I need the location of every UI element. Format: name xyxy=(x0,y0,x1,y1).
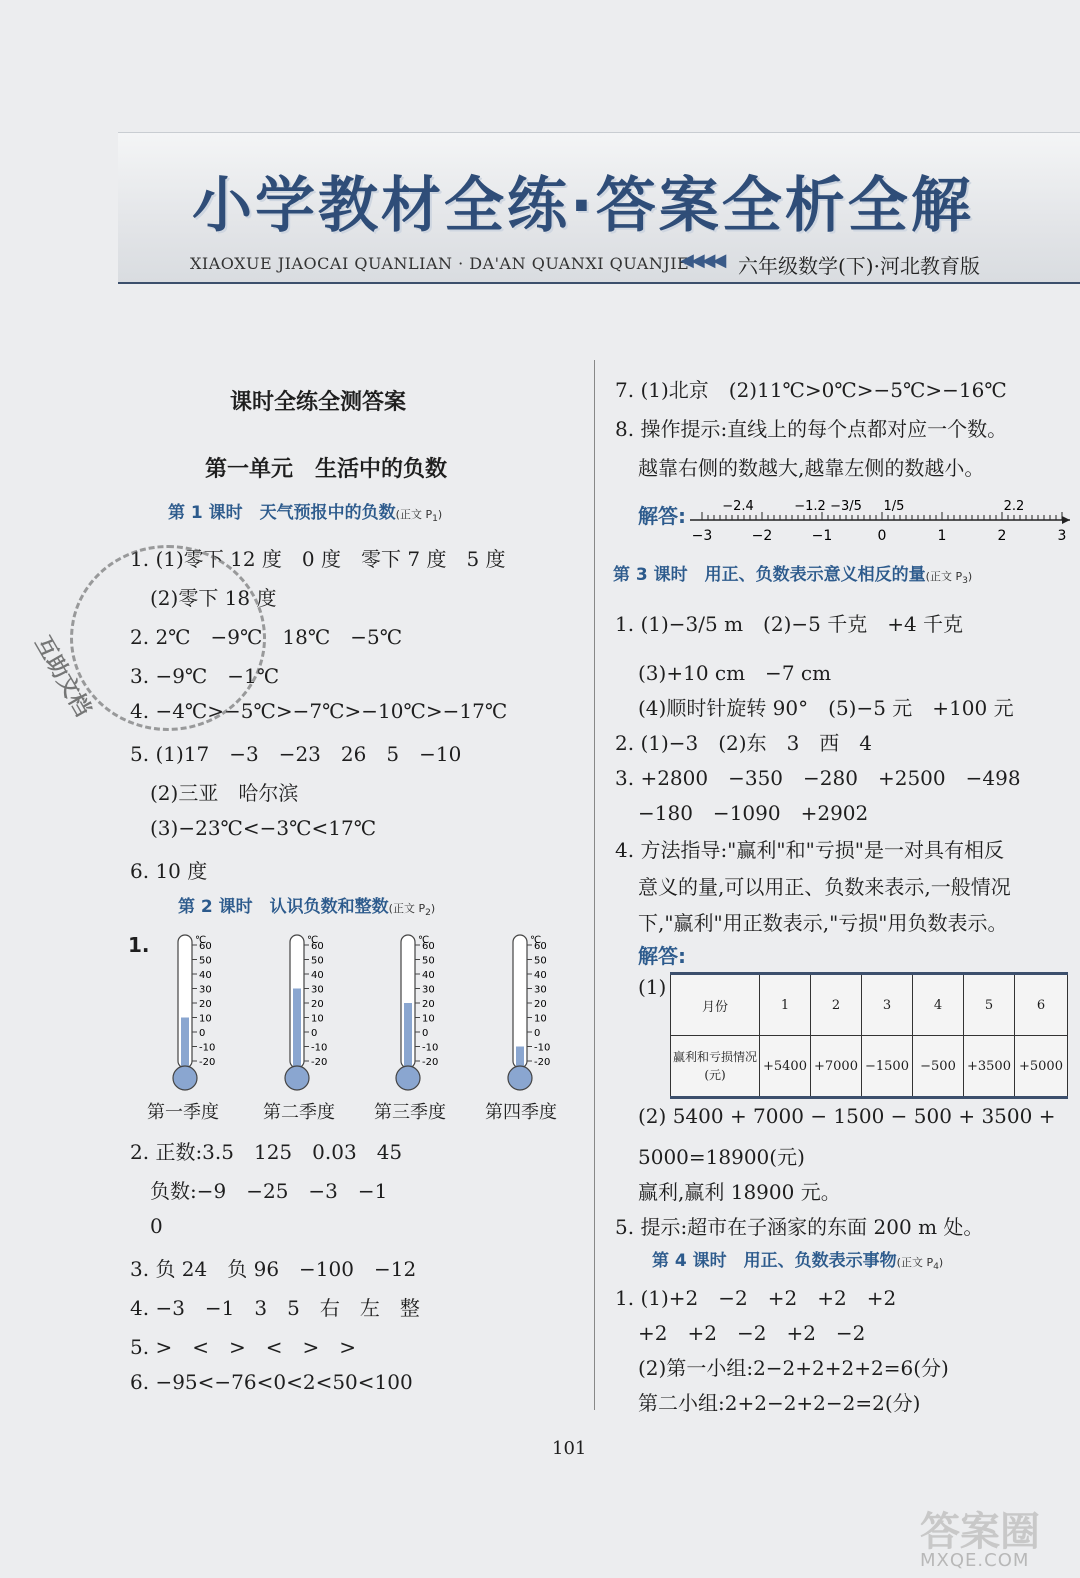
thermometer-tick-label: 30 xyxy=(311,984,324,996)
number-line-mark-label: −2.4 xyxy=(722,499,754,514)
thermometer-tick-label: 10 xyxy=(534,1013,547,1025)
thermometer-tick-label: 40 xyxy=(311,970,324,981)
thermometer-tick-label: 40 xyxy=(199,970,212,981)
answer-line: (3)+10 cm −7 cm xyxy=(638,661,832,685)
thermometer-label: 第三季度 xyxy=(374,1102,446,1123)
thermometer-tick-label: 20 xyxy=(534,999,547,1010)
answer-line: 5. (1)17 −3 −23 26 5 −10 xyxy=(130,742,462,766)
thermometer-unit: ℃ xyxy=(307,935,319,946)
thermometer-tick-label: 40 xyxy=(422,970,435,981)
profit-table xyxy=(670,972,1068,1099)
thermometer-tick-label: 40 xyxy=(534,970,547,981)
number-line-mark-label: −3/5 xyxy=(830,499,862,514)
thermometer-tick-label: 60 xyxy=(422,941,435,952)
answer-line: (2)三亚 哈尔滨 xyxy=(150,781,299,805)
table-cell: 4 xyxy=(913,974,964,1036)
answer-line: 4. −4℃>−5℃>−7℃>−10℃>−17℃ xyxy=(130,699,508,723)
table-row xyxy=(671,1036,1068,1098)
answer-line: 5. 提示:超市在子涵家的东面 200 m 处。 xyxy=(615,1215,984,1239)
number-line-tick-label: −3 xyxy=(691,528,713,544)
title-pinyin: XIAOXUE JIAOCAI QUANLIAN · DA'AN QUANXI QUANJIE xyxy=(190,254,690,273)
answer-label: 解答: xyxy=(638,504,686,528)
thermometer-tick-label: 60 xyxy=(311,941,324,952)
thermometer-tick-label: 20 xyxy=(422,999,435,1010)
thermometer-mercury xyxy=(293,989,301,1079)
thermometer-unit: ℃ xyxy=(195,935,207,946)
thermometer-tick-label: 30 xyxy=(534,984,547,996)
thermometer-tick-label: -10 xyxy=(311,1042,328,1054)
number-line-tick-label: 0 xyxy=(877,528,887,544)
answer-line: 3. 负 24 负 96 −100 −12 xyxy=(130,1257,417,1281)
thermometer-tick-label: 30 xyxy=(199,984,212,996)
table-cell: 月份 xyxy=(671,974,760,1036)
answer-line: 6. −95<−76<0<2<50<100 xyxy=(130,1370,413,1394)
answer-line: 2. 2℃ −9℃ 18℃ −5℃ xyxy=(130,625,403,649)
table-cell: 赢利和亏损情况(元) xyxy=(671,1036,760,1098)
thermometer-tick-label: 10 xyxy=(422,1013,435,1025)
lesson-3-title: 第 3 课时 用正、负数表示意义相反的量(正文 $P_3$) xyxy=(613,565,973,587)
answer-line: 意义的量,可以用正、负数来表示,一般情况 xyxy=(638,875,1011,899)
arrow-icon: ◀◀◀◀ xyxy=(680,250,724,271)
answer-line: 4. −3 −1 3 5 右 左 整 xyxy=(130,1296,420,1320)
book-title: 小学教材全练·答案全析全解 xyxy=(192,171,974,241)
thermometer-bulb xyxy=(285,1066,309,1090)
thermometer-unit: ℃ xyxy=(530,935,542,946)
answer-line: 第二小组:2+2−2+2−2=2(分) xyxy=(638,1391,921,1415)
thermometer-tick-label: -10 xyxy=(199,1042,216,1054)
answer-line: 负数:−9 −25 −3 −1 xyxy=(150,1179,388,1203)
table-cell: 2 xyxy=(811,974,862,1036)
thermometer-tick-label: -20 xyxy=(422,1057,439,1068)
answer-line: 越靠右侧的数越大,越靠左侧的数越小。 xyxy=(638,456,985,480)
number-line-tick-label: 1 xyxy=(937,528,947,544)
thermometer-tick-label: 10 xyxy=(199,1013,212,1025)
answer-line: 下,"赢利"用正数表示,"亏损"用负数表示。 xyxy=(638,911,1008,935)
number-line-tick-label: −2 xyxy=(751,528,773,544)
lesson-2-title: 第 2 课时 认识负数和整数(正文 $P_2$) xyxy=(178,897,436,919)
table-cell: 1 xyxy=(760,974,811,1036)
answer-line: 8. 操作提示:直线上的每个点都对应一个数。 xyxy=(615,417,1008,441)
lesson-4-title: 第 4 课时 用正、负数表示事物(正文 $P_4$) xyxy=(652,1251,944,1273)
number-line-mark-label: −1.2 xyxy=(794,499,826,514)
table-cell: +5000 xyxy=(1015,1036,1068,1098)
table-cell: +7000 xyxy=(811,1036,862,1098)
table-cell: +3500 xyxy=(964,1036,1015,1098)
thermometer-tick-label: 10 xyxy=(311,1013,324,1025)
table-cell: −500 xyxy=(913,1036,964,1098)
thermometer-label: 第一季度 xyxy=(147,1102,219,1123)
grade-label: 六年级数学(下)·河北教育版 xyxy=(738,254,980,278)
answer-line: 赢利,赢利 18900 元。 xyxy=(638,1180,841,1204)
answer-line: 2. 正数:3.5 125 0.03 45 xyxy=(130,1140,403,1164)
thermometer-tick-label: -20 xyxy=(311,1057,328,1068)
table-cell: 3 xyxy=(862,974,913,1036)
thermometer-tick-label: -10 xyxy=(534,1042,551,1054)
answer-line: 0 xyxy=(150,1214,163,1238)
arrow-icon xyxy=(1062,516,1070,524)
answer-line: (3)−23℃<−3℃<17℃ xyxy=(150,816,377,840)
thermometer-label: 第二季度 xyxy=(263,1102,335,1123)
answer-line: 1. (1)零下 12 度 0 度 零下 7 度 5 度 xyxy=(130,547,506,571)
number-line-tick-label: 2 xyxy=(997,528,1007,544)
thermometer-tick-label: 0 xyxy=(534,1028,541,1039)
thermometer-label: 第四季度 xyxy=(485,1102,557,1123)
table-prefix: (1) xyxy=(638,975,667,999)
answer-line: 7. (1)北京 (2)11℃>0℃>−5℃>−16℃ xyxy=(615,378,1007,402)
answer-line: (2)零下 18 度 xyxy=(150,586,277,610)
number-line-mark-label: 1/5 xyxy=(883,499,905,514)
answer-label: 解答: xyxy=(638,944,686,968)
thermometer-tick-label: 20 xyxy=(199,999,212,1010)
table-cell: 6 xyxy=(1015,974,1068,1036)
thermometer-tick-label: -20 xyxy=(199,1057,216,1068)
question-number: 1. xyxy=(128,933,150,957)
answer-line: 1. (1)+2 −2 +2 +2 +2 xyxy=(615,1286,897,1310)
answer-line: −180 −1090 +2902 xyxy=(638,801,869,825)
table-row xyxy=(671,974,1068,1036)
thermometer-unit: ℃ xyxy=(418,935,430,946)
table-cell: +5400 xyxy=(760,1036,811,1098)
answer-line: 1. (1)−3/5 m (2)−5 千克 +4 千克 xyxy=(615,612,964,636)
answer-line: +2 +2 −2 +2 −2 xyxy=(638,1321,866,1345)
number-line-mark-label: 2.2 xyxy=(1003,499,1025,514)
thermometer-bulb xyxy=(508,1066,532,1090)
answer-line: (2) 5400 + 7000 − 1500 − 500 + 3500 + xyxy=(638,1104,1056,1128)
answer-line: (4)顺时针旋转 90° (5)−5 元 +100 元 xyxy=(638,696,1014,720)
unit-title: 第一单元 生活中的负数 xyxy=(205,457,448,482)
number-line xyxy=(680,480,1080,550)
thermometer-tick-label: 0 xyxy=(199,1028,206,1039)
number-line-tick-label: 3 xyxy=(1057,528,1067,544)
table-cell: 5 xyxy=(964,974,1015,1036)
thermometer-bulb xyxy=(396,1066,420,1090)
thermometer-tick-label: 50 xyxy=(311,955,324,967)
thermometer-tick-label: 20 xyxy=(311,999,324,1010)
watermark-url: MXQE.COM xyxy=(920,1550,1030,1571)
answer-line: 3. −9℃ −1℃ xyxy=(130,664,280,688)
table-cell: −1500 xyxy=(862,1036,913,1098)
page-number: 101 xyxy=(552,1438,587,1459)
answer-line: (2)第一小组:2−2+2+2+2=6(分) xyxy=(638,1356,949,1380)
answer-line: 6. 10 度 xyxy=(130,859,208,883)
thermometer-tick-label: -10 xyxy=(422,1042,439,1054)
watermark-logo: 答案圈 xyxy=(920,1509,1040,1555)
section-title: 课时全练全测答案 xyxy=(230,390,407,415)
number-line-tick-label: −1 xyxy=(811,528,833,544)
answer-line: 5000=18900(元) xyxy=(638,1145,805,1169)
thermometer-tick-label: 50 xyxy=(199,955,212,967)
thermometer-tick-label: 50 xyxy=(422,955,435,967)
thermometer-tick-label: 0 xyxy=(311,1028,318,1039)
thermometer-diagram xyxy=(0,0,600,1150)
answer-line: 4. 方法指导:"赢利"和"亏损"是一对具有相反 xyxy=(615,838,1004,862)
thermometer-tick-label: -20 xyxy=(534,1057,551,1068)
answer-line: 3. +2800 −350 −280 +2500 −498 xyxy=(615,766,1021,790)
answer-line: 2. (1)−3 (2)东 3 西 4 xyxy=(615,731,873,755)
thermometer-tick-label: 60 xyxy=(534,941,547,952)
thermometer-bulb xyxy=(173,1066,197,1090)
thermometer-tick-label: 30 xyxy=(422,984,435,996)
thermometer-tick-label: 0 xyxy=(422,1028,429,1039)
stamp-text: 互助文档 xyxy=(29,632,96,721)
lesson-1-title: 第 1 课时 天气预报中的负数(正文 $P_1$) xyxy=(168,503,443,525)
answer-line: 5. > < > < > > xyxy=(130,1335,356,1359)
thermometer-tick-label: 60 xyxy=(199,941,212,952)
thermometer-tick-label: 50 xyxy=(534,955,547,967)
